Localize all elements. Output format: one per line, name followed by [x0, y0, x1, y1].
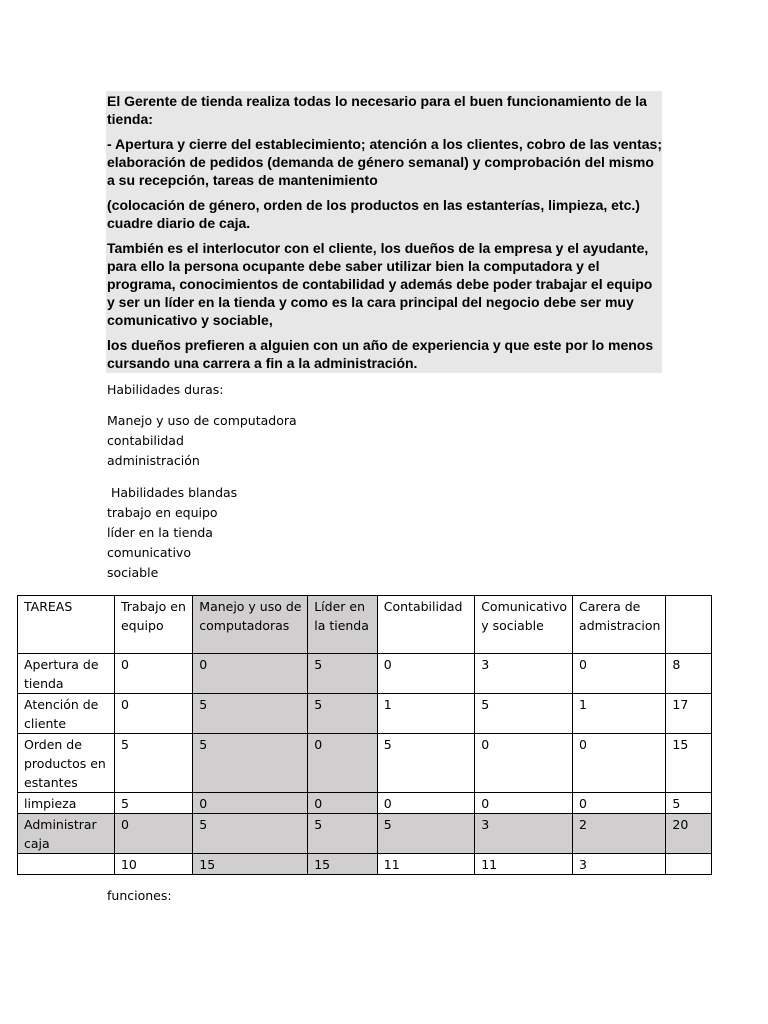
soft-skill-item: comunicativo	[107, 545, 191, 560]
table-cell: 5	[114, 793, 192, 814]
table-cell: 0	[377, 793, 474, 814]
table-cell: Atención de cliente	[18, 694, 115, 734]
tasks-table	[17, 595, 712, 875]
table-row	[18, 814, 712, 854]
header-cell: Carera de admistracion	[573, 596, 666, 654]
table-cell: 0	[308, 793, 378, 814]
hard-skill-item: contabilidad	[107, 433, 184, 448]
header-cell: Comunicativo y sociable	[475, 596, 573, 654]
hard-skills-title: Habilidades duras:	[107, 382, 224, 397]
soft-skill-item: trabajo en equipo	[107, 505, 218, 520]
table-cell: 1	[377, 694, 474, 734]
table-header-row	[18, 596, 712, 654]
soft-skill-item: sociable	[107, 565, 159, 580]
table-cell: 0	[475, 734, 573, 793]
table-cell: 0	[377, 654, 474, 694]
table-row	[18, 654, 712, 694]
header-cell: Líder en la tienda	[308, 596, 378, 654]
table-cell: limpieza	[18, 793, 115, 814]
soft-skills-title: Habilidades blandas	[107, 485, 238, 500]
table-cell: Orden de productos en estantes	[18, 734, 115, 793]
soft-skills-list	[107, 483, 237, 583]
table-cell: 5	[114, 734, 192, 793]
table-cell: 5	[666, 793, 712, 814]
total-cell	[18, 854, 115, 875]
table-cell: 5	[193, 814, 308, 854]
table-cell: 0	[573, 654, 666, 694]
table-cell: 0	[573, 734, 666, 793]
intro-paragraph: También es el interlocutor con el cliente, los dueños de la empresa y el ayudante, para ello la persona ocupante debe saber utilizar bien la computadora y el programa, conocimientos de contabilidad y además debe poder trabajar el equipo y ser un líder en la tienda y como es la cara principal del negocio debe ser muy comunicativo y sociable,	[107, 240, 653, 328]
table-cell: 0	[193, 793, 308, 814]
total-cell	[666, 854, 712, 875]
hard-skill-item: administración	[107, 453, 200, 468]
table-cell: 0	[114, 654, 192, 694]
table-cell: 0	[475, 793, 573, 814]
table-cell: 5	[308, 694, 378, 734]
table-cell: 17	[666, 694, 712, 734]
table-cell: 20	[666, 814, 712, 854]
intro-paragraph: El Gerente de tienda realiza todas lo necesario para el buen funcionamiento de la tienda:	[107, 93, 647, 127]
table-cell: 15	[666, 734, 712, 793]
intro-paragraph: los dueños prefieren a alguien con un año de experiencia y que este por lo menos cursando una carrera a fin a la administración.	[107, 337, 654, 371]
table-cell: 5	[193, 694, 308, 734]
table-row	[18, 793, 712, 814]
table-cell: 3	[475, 814, 573, 854]
total-cell: 10	[114, 854, 192, 875]
table-cell: 8	[666, 654, 712, 694]
total-cell: 15	[193, 854, 308, 875]
table-row	[18, 694, 712, 734]
total-cell: 11	[377, 854, 474, 875]
table-cell: Apertura de tienda	[18, 654, 115, 694]
table-cell: 0	[193, 654, 308, 694]
header-cell: Contabilidad	[377, 596, 474, 654]
intro-box	[106, 91, 662, 373]
table-cell: 1	[573, 694, 666, 734]
total-cell: 11	[475, 854, 573, 875]
table-cell: 2	[573, 814, 666, 854]
header-cell: TAREAS	[18, 596, 115, 654]
table-cell: 3	[475, 654, 573, 694]
table-cell: 0	[308, 734, 378, 793]
table-cell: 0	[573, 793, 666, 814]
total-cell: 15	[308, 854, 378, 875]
table-cell: 5	[193, 734, 308, 793]
table-cell: Administrar caja	[18, 814, 115, 854]
table-cell: 0	[114, 694, 192, 734]
header-cell: Manejo y uso de computadoras	[193, 596, 308, 654]
table-cell: 5	[377, 814, 474, 854]
soft-skill-item: líder en la tienda	[107, 525, 213, 540]
hard-skills-list	[107, 411, 297, 471]
intro-paragraph: (colocación de género, orden de los productos en las estanterías, limpieza, etc.) cuadre diario de caja.	[107, 197, 640, 231]
table-totals-row	[18, 854, 712, 875]
header-cell	[666, 596, 712, 654]
table-cell: 5	[308, 654, 378, 694]
funciones-label: funciones:	[107, 888, 172, 903]
table-cell: 5	[308, 814, 378, 854]
total-cell: 3	[573, 854, 666, 875]
table-row	[18, 734, 712, 793]
header-cell: Trabajo en equipo	[114, 596, 192, 654]
hard-skill-item: Manejo y uso de computadora	[107, 413, 297, 428]
intro-paragraph: - Apertura y cierre del establecimiento; atención a los clientes, cobro de las ventas; elaboración de pedidos (demanda de género semanal) y comprobación del mismo a su recepción, tareas de mantenimiento	[107, 136, 663, 188]
table-cell: 5	[377, 734, 474, 793]
table-cell: 0	[114, 814, 192, 854]
table-cell: 5	[475, 694, 573, 734]
